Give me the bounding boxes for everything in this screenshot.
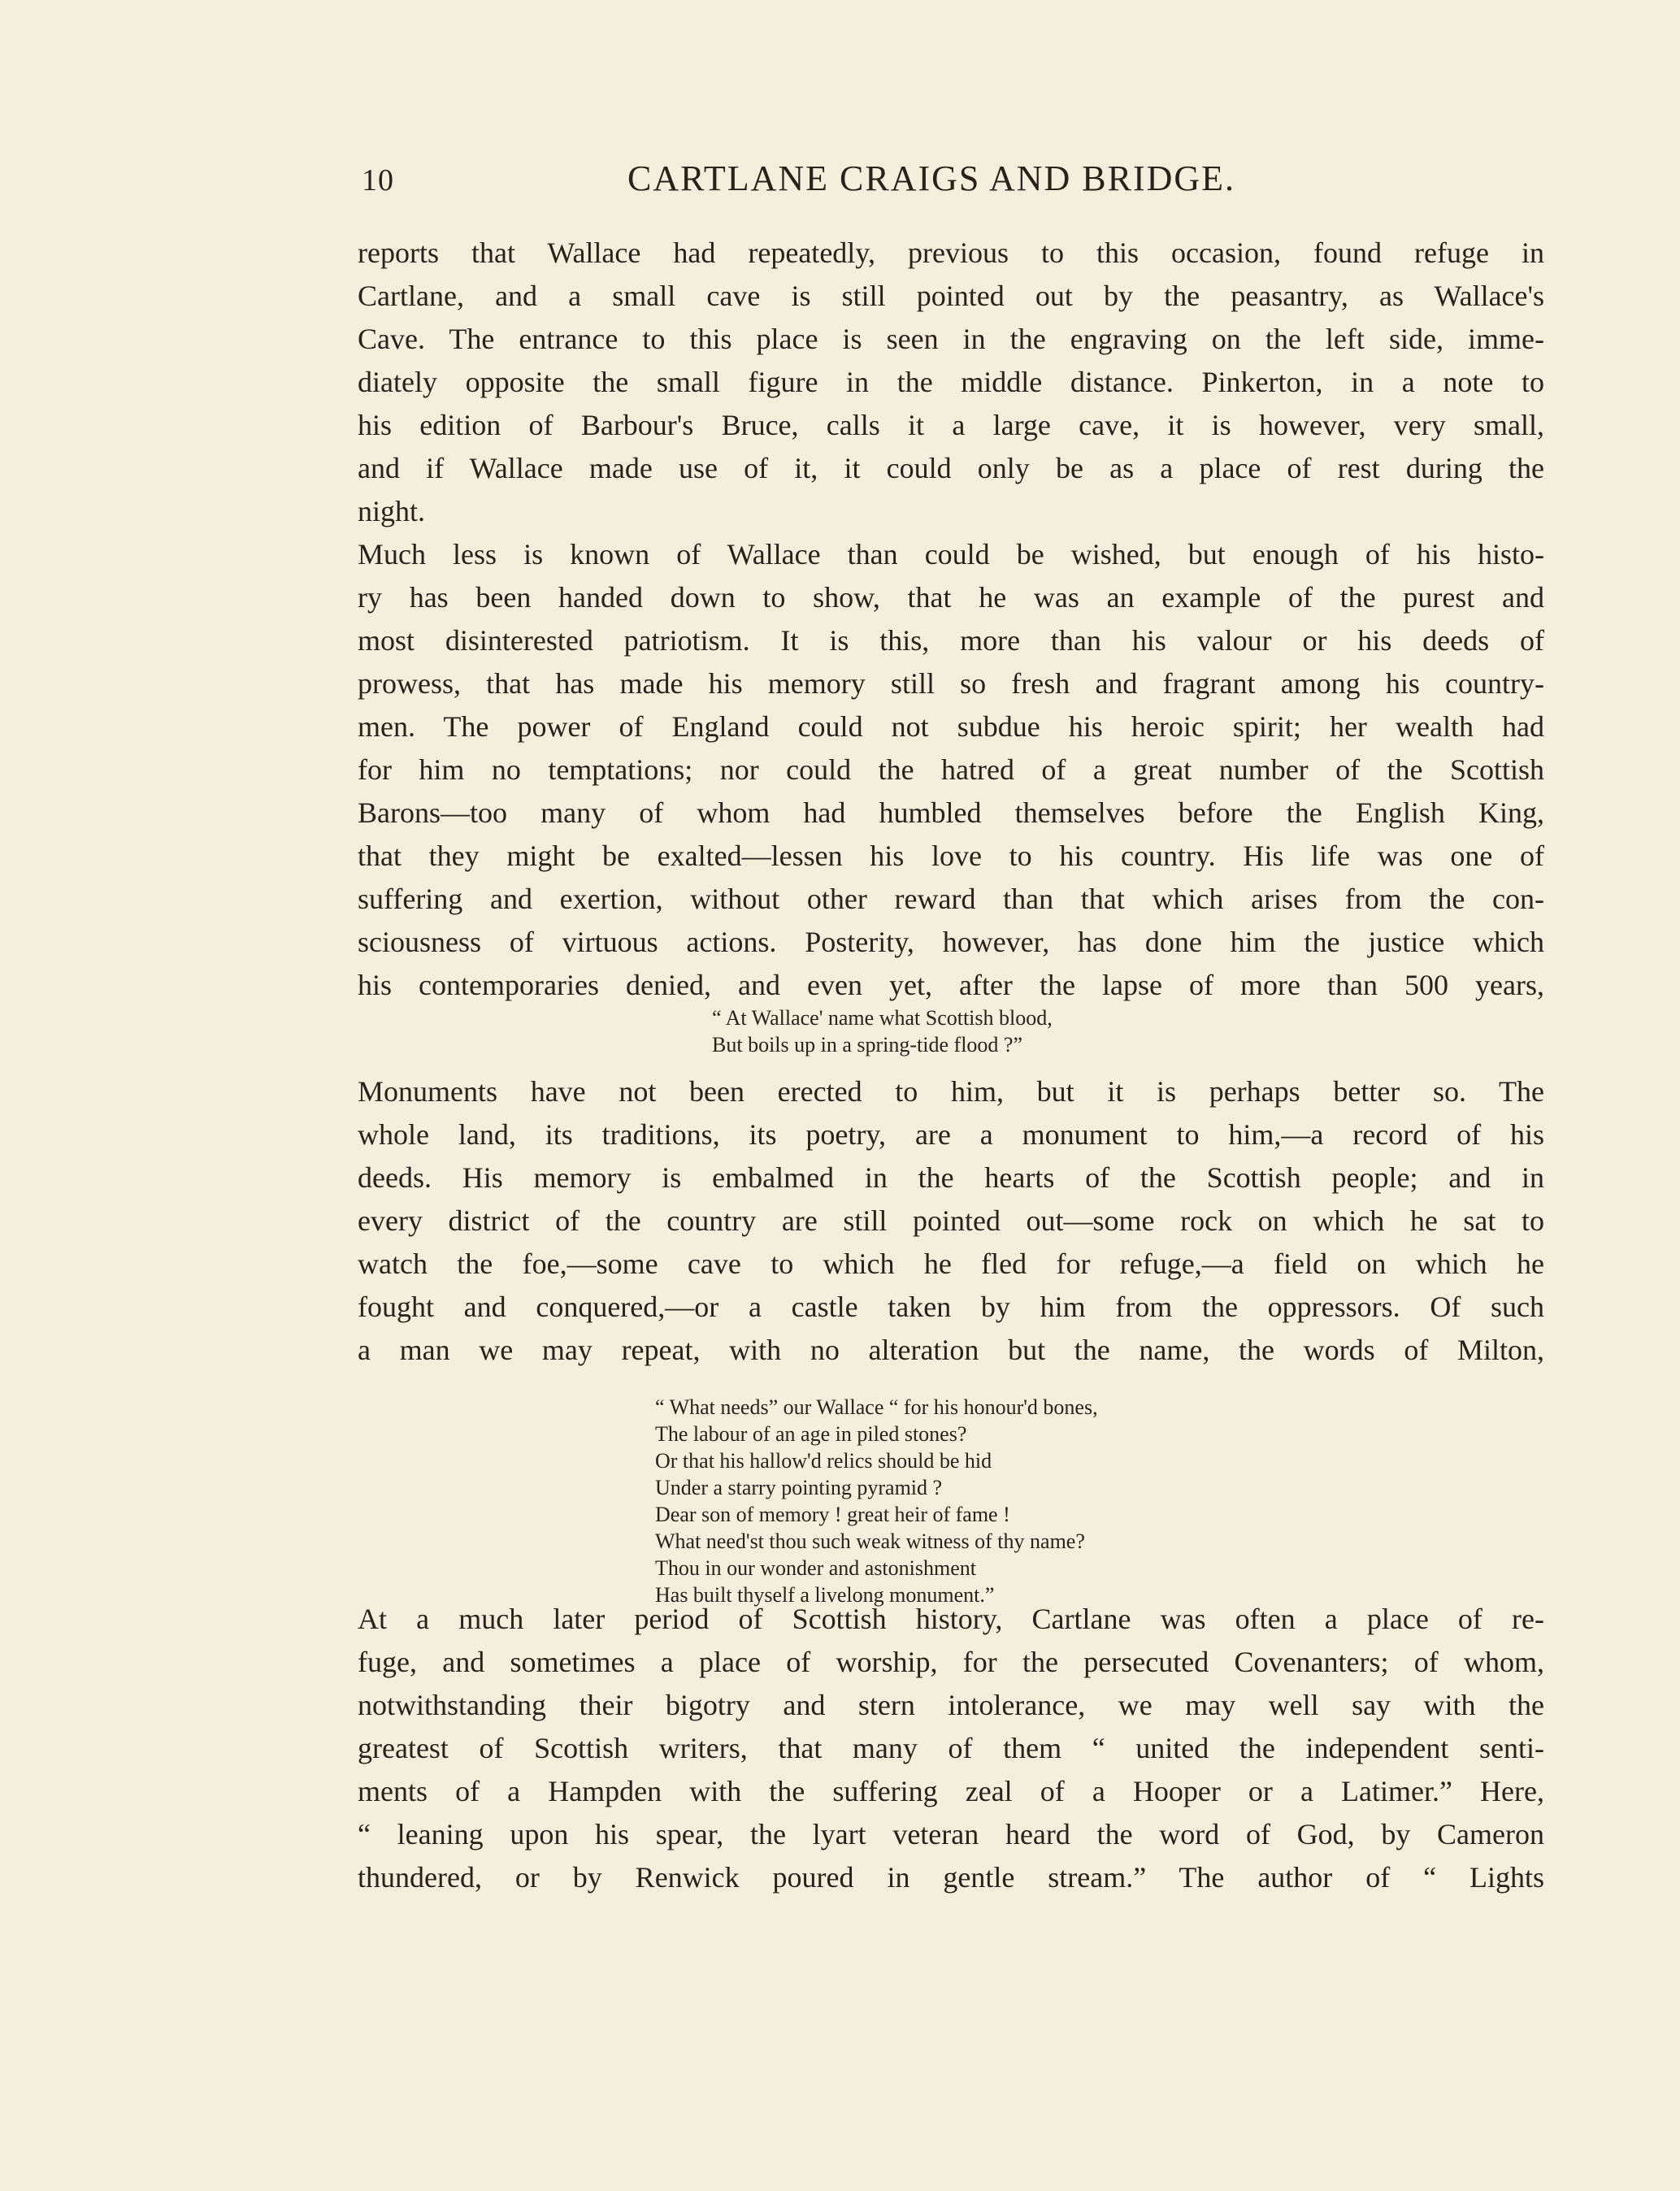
text-line: ments of a Hampden with the suffering zeal of a Hooper or a Latimer.” Here, [358, 1775, 1544, 1807]
text-line: men. The power of England could not subdue his heroic spirit; her wealth had [358, 710, 1544, 743]
paragraph-3 [358, 1070, 1544, 1372]
text-line: notwithstanding their bigotry and stern intolerance, we may well say with the [358, 1689, 1544, 1721]
text-line: and if Wallace made use of it, it could only be as a place of rest during the [358, 452, 1544, 484]
text-line: Cartlane, and a small cave is still pointed out by the peasantry, as Wallace's [358, 280, 1544, 312]
text-line: ry has been handed down to show, that he was an example of the purest and [358, 581, 1544, 614]
text-line: whole land, its traditions, its poetry, are a monument to him,—a record of his [358, 1118, 1544, 1151]
text-line: Much less is known of Wallace than could be wished, but enough of his histo- [358, 538, 1544, 571]
text-line: watch the foe,—some cave to which he fled for refuge,—a field on which he [358, 1247, 1544, 1280]
text-line: “ leaning upon his spear, the lyart veteran heard the word of God, by Cameron [358, 1818, 1544, 1850]
text-line: a man we may repeat, with no alteration but the name, the words of Milton, [358, 1334, 1544, 1366]
text-line: thundered, or by Renwick poured in gentle stream.” The author of “ Lights [358, 1861, 1544, 1894]
text-line: prowess, that has made his memory still so fresh and fragrant among his country- [358, 667, 1544, 700]
text-line: deeds. His memory is embalmed in the hearts of the Scottish people; and in [358, 1161, 1544, 1194]
verse-line: Thou in our wonder and astonishment [655, 1556, 976, 1580]
verse-line: The labour of an age in piled stones? [655, 1422, 967, 1446]
verse-line: But boils up in a spring-tide flood ?” [712, 1033, 1023, 1056]
verse-quote-milton [655, 1394, 1098, 1608]
text-line: At a much later period of Scottish history, Cartlane was often a place of re- [358, 1603, 1544, 1635]
paragraph-1 [358, 232, 1544, 533]
text-line: greatest of Scottish writers, that many of them “ united the independent senti- [358, 1732, 1544, 1764]
text-line: every district of the country are still pointed out—some rock on which he sat to [358, 1204, 1544, 1237]
text-line: Barons—too many of whom had humbled themselves before the English King, [358, 796, 1544, 829]
verse-line: Dear son of memory ! great heir of fame ! [655, 1503, 1010, 1526]
verse-line: “ What needs” our Wallace “ for his honour'd bones, [655, 1395, 1098, 1419]
text-line: for him no temptations; nor could the hatred of a great number of the Scottish [358, 753, 1544, 786]
text-line: most disinterested patriotism. It is this, more than his valour or his deeds of [358, 624, 1544, 657]
text-line: diately opposite the small figure in the middle distance. Pinkerton, in a note to [358, 366, 1544, 398]
text-line: fought and conquered,—or a castle taken by him from the oppressors. Of such [358, 1291, 1544, 1323]
verse-line: Under a starry pointing pyramid ? [655, 1476, 943, 1499]
running-title: CARTLANE CRAIGS AND BRIDGE. [627, 158, 1236, 198]
text-line: night. [358, 495, 426, 527]
text-line: sciousness of virtuous actions. Posterity, however, has done him the justice which [358, 926, 1544, 958]
text-line: fuge, and sometimes a place of worship, for the persecuted Covenanters; of whom, [358, 1646, 1544, 1678]
verse-line: Has built thyself a livelong monument.” [655, 1583, 995, 1607]
verse-quote-1 [712, 1004, 1053, 1058]
text-line: Cave. The entrance to this place is seen in the engraving on the left side, imme- [358, 323, 1544, 355]
text-line: his edition of Barbour's Bruce, calls it a large cave, it is however, very small, [358, 409, 1544, 441]
text-line: reports that Wallace had repeatedly, previous to this occasion, found refuge in [358, 236, 1544, 269]
text-line: Monuments have not been erected to him, but it is perhaps better so. The [358, 1075, 1544, 1108]
text-line: his contemporaries denied, and even yet, after the lapse of more than 500 years, [358, 969, 1544, 1001]
paragraph-4 [358, 1598, 1544, 1899]
paragraph-2 [358, 533, 1544, 1007]
page-number: 10 [362, 163, 394, 197]
verse-line: “ At Wallace' name what Scottish blood, [712, 1006, 1053, 1030]
text-line: suffering and exertion, without other reward than that which arises from the con- [358, 883, 1544, 915]
verse-line: What need'st thou such weak witness of thy name? [655, 1529, 1085, 1553]
verse-line: Or that his hallow'd relics should be hid [655, 1449, 992, 1473]
text-line: that they might be exalted—lessen his love to his country. His life was one of [358, 840, 1544, 872]
